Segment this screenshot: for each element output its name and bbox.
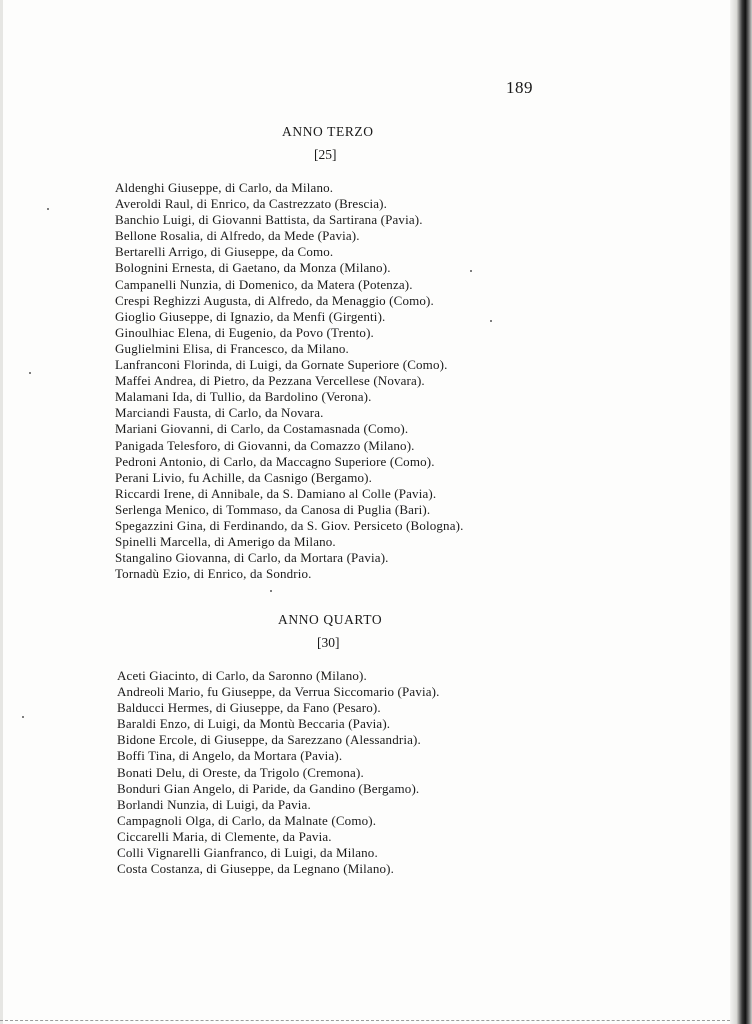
page-left-edge: [0, 0, 3, 1024]
student-entry: Riccardi Irene, di Annibale, da S. Damiano al Colle (Pavia).: [115, 485, 437, 501]
student-entry: Bellone Rosalia, di Alfredo, da Mede (Pavia).: [115, 228, 360, 244]
scan-speck: [270, 590, 272, 592]
student-entry: Bonduri Gian Angelo, di Paride, da Gandino (Bergamo).: [117, 780, 420, 796]
student-entry: Andreoli Mario, fu Giuseppe, da Verrua Siccomario (Pavia).: [117, 684, 440, 700]
student-entry: Borlandi Nunzia, di Luigi, da Pavia.: [117, 796, 311, 812]
section-count-anno-terzo: [25]: [314, 147, 337, 162]
student-entry: Aceti Giacinto, di Carlo, da Saronno (Milano).: [117, 668, 367, 683]
student-entry: Balducci Hermes, di Giuseppe, da Fano (Pesaro).: [117, 700, 381, 716]
student-entry: Averoldi Raul, di Enrico, da Castrezzato (Brescia).: [115, 196, 388, 212]
section-count-anno-quarto: [30]: [317, 635, 340, 650]
student-entry: Perani Livio, fu Achille, da Casnigo (Bergamo).: [115, 469, 373, 485]
student-entry: Crespi Reghizzi Augusta, di Alfredo, da Menaggio (Como).: [115, 292, 434, 308]
student-entry: Maffei Andrea, di Pietro, da Pezzana Vercellese (Novara).: [115, 373, 425, 389]
scan-speck: [47, 208, 49, 210]
scan-speck: [470, 270, 472, 272]
page-bottom-edge: [0, 1020, 730, 1024]
student-entry: Gioglio Giuseppe, di Ignazio, da Menfi (Girgenti).: [115, 308, 386, 324]
student-entry: Ciccarelli Maria, di Clemente, da Pavia.: [117, 828, 332, 844]
student-entry: Spinelli Marcella, di Amerigo da Milano.: [115, 534, 336, 550]
student-entry: Panigada Telesforo, di Giovanni, da Comazzo (Milano).: [115, 437, 415, 453]
scan-speck: [29, 372, 31, 374]
section-title-anno-terzo: ANNO TERZO: [282, 124, 374, 139]
student-entry: Boffi Tina, di Angelo, da Mortara (Pavia).: [117, 748, 343, 764]
page-number: 189: [506, 78, 533, 97]
student-entry: Tornadù Ezio, di Enrico, da Sondrio.: [115, 566, 312, 582]
student-entry: Marciandi Fausta, di Carlo, da Novara.: [115, 405, 324, 421]
student-entry: Bonati Delu, di Oreste, da Trigolo (Cremona).: [117, 764, 364, 780]
student-entry: Bolognini Ernesta, di Gaetano, da Monza (Milano).: [115, 260, 391, 276]
student-entry: Aldenghi Giuseppe, di Carlo, da Milano.: [115, 180, 334, 195]
student-entry: Colli Vignarelli Gianfranco, di Luigi, da Milano.: [117, 845, 378, 861]
student-entry: Malamani Ida, di Tullio, da Bardolino (Verona).: [115, 389, 372, 405]
book-binding-edge: [730, 0, 752, 1024]
section-title-anno-quarto: ANNO QUARTO: [278, 612, 383, 627]
student-entry: Bidone Ercole, di Giuseppe, da Sarezzano (Alessandria).: [117, 732, 421, 748]
student-entry: Campagnoli Olga, di Carlo, da Malnate (Como).: [117, 812, 377, 828]
student-entry: Ginoulhiac Elena, di Eugenio, da Povo (Trento).: [115, 324, 374, 340]
scan-speck: [490, 320, 492, 322]
student-entry: Pedroni Antonio, di Carlo, da Maccagno Superiore (Como).: [115, 453, 435, 469]
student-entry: Lanfranconi Florinda, di Luigi, da Gornate Superiore (Como).: [115, 357, 448, 373]
student-entry: Stangalino Giovanna, di Carlo, da Mortara (Pavia).: [115, 550, 389, 566]
student-entry: Serlenga Menico, di Tommaso, da Canosa di Puglia (Bari).: [115, 501, 431, 517]
student-entry: Bertarelli Arrigo, di Giuseppe, da Como.: [115, 244, 334, 260]
student-entry: Guglielmini Elisa, di Francesco, da Milano.: [115, 340, 349, 356]
student-entry: Campanelli Nunzia, di Domenico, da Matera (Potenza).: [115, 276, 413, 292]
student-list-anno-terzo: [115, 180, 464, 582]
student-list-anno-quarto: [117, 668, 440, 877]
student-entry: Banchio Luigi, di Giovanni Battista, da Sartirana (Pavia).: [115, 212, 423, 228]
student-entry: Mariani Giovanni, di Carlo, da Costamasnada (Como).: [115, 421, 409, 437]
student-entry: Spegazzini Gina, di Ferdinando, da S. Giov. Persiceto (Bologna).: [115, 517, 464, 533]
scan-speck: [22, 716, 24, 718]
student-entry: Costa Costanza, di Giuseppe, da Legnano (Milano).: [117, 861, 395, 877]
student-entry: Baraldi Enzo, di Luigi, da Montù Beccaria (Pavia).: [117, 716, 391, 732]
